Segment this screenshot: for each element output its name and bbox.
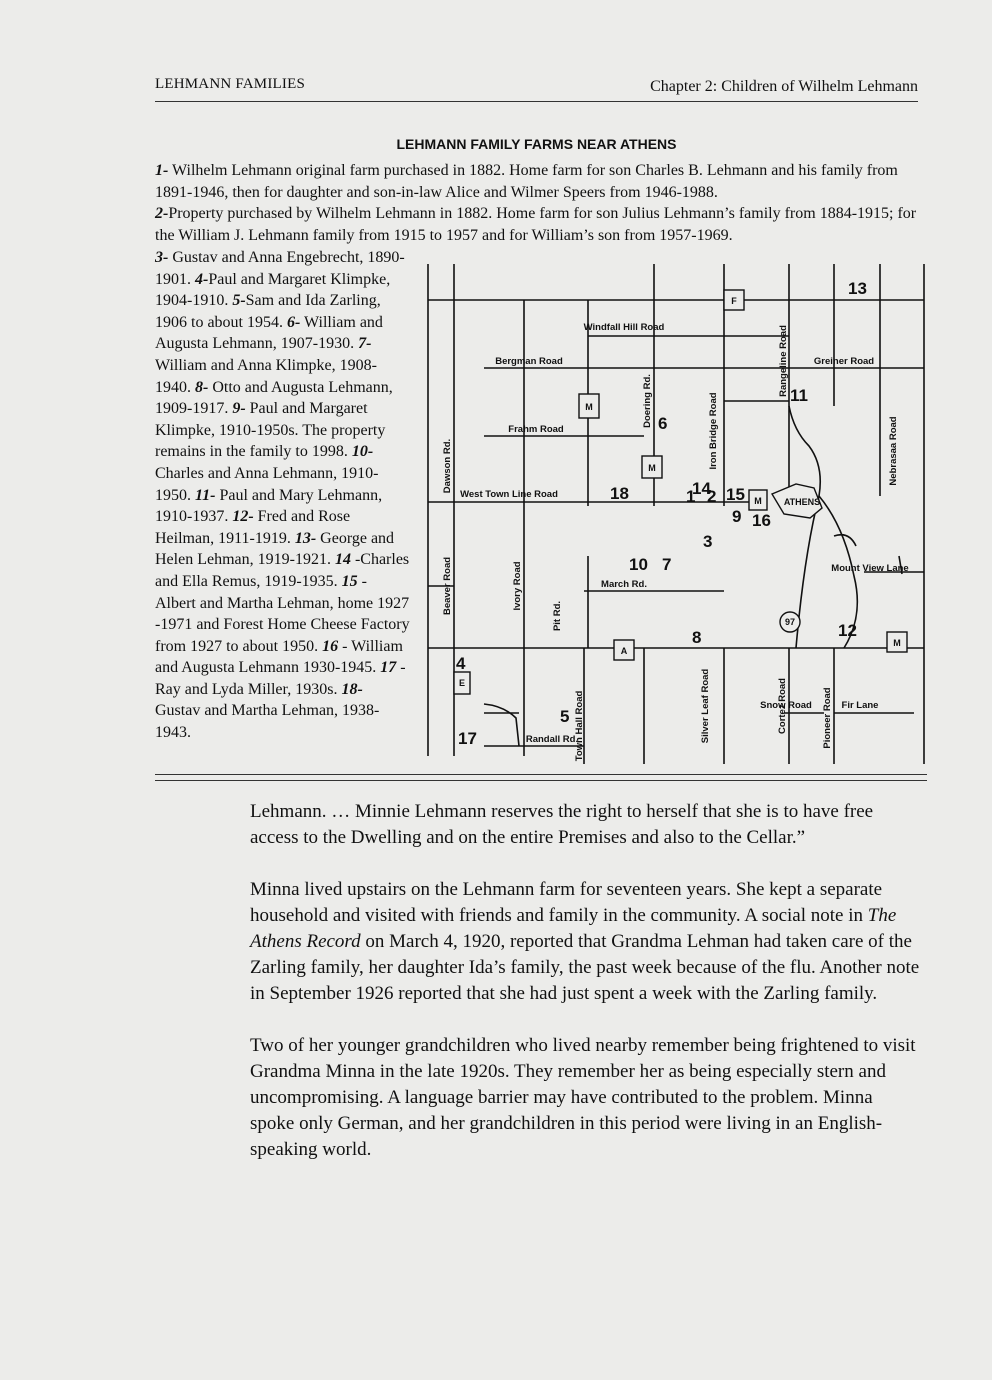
- map-symbol-m: M: [585, 402, 593, 412]
- body-paragraph-1: Lehmann. … Minnie Lehmann reserves the right to herself that she is to have free access to the Dwelling and on the entire Premises and also to the Cellar.”: [250, 801, 874, 848]
- road-bergman: Bergman Road: [495, 356, 563, 367]
- map-title: LEHMANN FAMILY FARMS NEAR ATHENS: [396, 136, 677, 152]
- road-march: March Rd.: [601, 579, 647, 590]
- body-paragraph-2: Minna lived upstairs on the Lehmann farm for seventeen years. She kept a separate household and visited with friends and family in the community. A social note in The Athens Record on March 4, 1920, reported that Grandma Lehman had taken care of the Zarling family, her daughter Ida’s family, the past week because of the flu. Another note in September 1926 reported that she had just spent a week with the Zarling family.: [250, 879, 920, 1004]
- farm-11: 11: [790, 386, 808, 405]
- road-west-town-line: West Town Line Road: [460, 489, 558, 500]
- road-cortez: Cortez Road: [777, 678, 788, 734]
- map-symbol-m: M: [893, 638, 901, 648]
- road-pioneer: Pioneer Road: [822, 687, 833, 749]
- road-rangeline: Rangeline Road: [778, 325, 789, 397]
- map-intro: [155, 160, 925, 246]
- farm-2: 2: [707, 487, 717, 506]
- farm-7: 7: [662, 555, 672, 574]
- farm-8: 8: [692, 628, 702, 647]
- road-doering: Doering Rd.: [642, 374, 653, 428]
- road-greiner: Greiner Road: [813, 356, 875, 367]
- road-fir: Fir Lane: [841, 700, 879, 711]
- map-symbol-a: A: [620, 646, 628, 656]
- farm-4: 4: [456, 654, 466, 673]
- intro-entry-1: 1- Wilhelm Lehmann original farm purchased in 1882. Home farm for son Charles B. Lehmann and his family from 1891-1946, then for daughter and son-in-law Alice and Wilmer Speers from 1946-1988.: [155, 162, 898, 201]
- header-divider: [155, 101, 918, 102]
- road-pit: Pit Rd.: [552, 600, 563, 632]
- running-header-right: Chapter 2: Children of Wilhelm Lehmann: [650, 78, 918, 95]
- route-97-label: 97: [784, 617, 796, 627]
- farm-1: 1: [686, 487, 696, 506]
- road-frahm: Frahm Road: [508, 424, 564, 435]
- section-divider-top: [155, 774, 927, 775]
- farm-15: 15: [726, 485, 745, 504]
- map-symbol-m: M: [648, 463, 656, 473]
- road-silver-leaf: Silver Leaf Road: [700, 668, 711, 744]
- map-legend: 3- Gustav and Anna Engebrecht, 1890-1901. 4-Paul and Margaret Klimpke, 1904-1910. 5-Sam and Ida Zarling, 1906 to about 1954. 6- William and Augusta Lehmann, 1907-1930. 7- William and Anna Klimpke, 1908-1940. 8- Otto and Augusta Lehmann, 1909-1917. 9- Paul and Margaret Klimpke, 1910-1950s. The property remains in the family to 1998. 10- Charles and Anna Lehmann, 1910-1950. 11- Paul and Mary Lehmann, 1910-1937. 12- Fred and Rose Heilman, 1911-1919. 13- George and Helen Lehman, 1919-1921. 14 -Charles and Ella Remus, 1919-1935. 15 - Albert and Martha Lehman, home 1927 -1971 and Forest Home Cheese Factory from 1927 to about 1950. 16 - William and Augusta Lehmann 1930-1945. 17 - Ray and Lyda Miller, 1930s. 18- Gustav and Martha Lehman, 1938-1943.: [155, 249, 410, 742]
- section-divider-bottom: [155, 780, 927, 781]
- road-labels: [442, 322, 909, 761]
- farm-9: 9: [732, 507, 742, 526]
- map-symbol-e: E: [458, 678, 466, 688]
- road-nebrasaa: Nebrasaa Road: [888, 416, 899, 486]
- road-mount-view: Mount View Lane: [831, 563, 909, 574]
- body-text: [250, 799, 920, 1189]
- road-beaver: Beaver Road: [442, 556, 453, 616]
- farm-17: 17: [458, 729, 477, 748]
- road-town-hall: Town Hall Road: [574, 690, 585, 762]
- road-ivory: Ivory Road: [512, 561, 523, 611]
- athens-label: ATHENS: [783, 497, 821, 507]
- body-paragraph-3: Two of her younger grandchildren who lived nearby remember being frightened to visit Grandma Minna in the late 1920s. They remember her as being especially stern and uncompromising. A language barrier may have contributed to the problem. Minna spoke only German, and her grandchildren in this period were living in an English-speaking world.: [250, 1035, 916, 1160]
- farm-3: 3: [703, 532, 713, 551]
- farm-6: 6: [658, 414, 668, 433]
- intro-entry-2: 2-Property purchased by Wilhelm Lehmann in 1882. Home farm for son Julius Lehmann’s family from 1884-1915; for the William J. Lehmann family from 1915 to 1957 and for William’s son from 1957-1969.: [155, 205, 917, 244]
- road-iron-bridge: Iron Bridge Road: [708, 392, 719, 470]
- map-symbol-f: F: [731, 296, 737, 306]
- farm-16: 16: [752, 511, 771, 530]
- farm-14: 14: [692, 479, 711, 498]
- running-header-left: LEHMANN FAMILIES: [155, 76, 305, 92]
- farm-10: 10: [629, 555, 648, 574]
- map-symbol-m: M: [754, 496, 762, 506]
- road-randall: Randall Rd.: [525, 734, 579, 745]
- farm-13: 13: [848, 279, 867, 298]
- road-windfall: Windfall Hill Road: [583, 322, 665, 333]
- farm-12: 12: [838, 621, 857, 640]
- farm-map: [424, 256, 928, 768]
- farm-5: 5: [560, 707, 570, 726]
- road-snow: Snow Road: [760, 700, 812, 711]
- newspaper-title: The Athens Record: [250, 905, 897, 952]
- farm-18: 18: [610, 484, 629, 503]
- road-dawson: Dawson Rd.: [442, 438, 453, 494]
- road-lines: [428, 264, 924, 764]
